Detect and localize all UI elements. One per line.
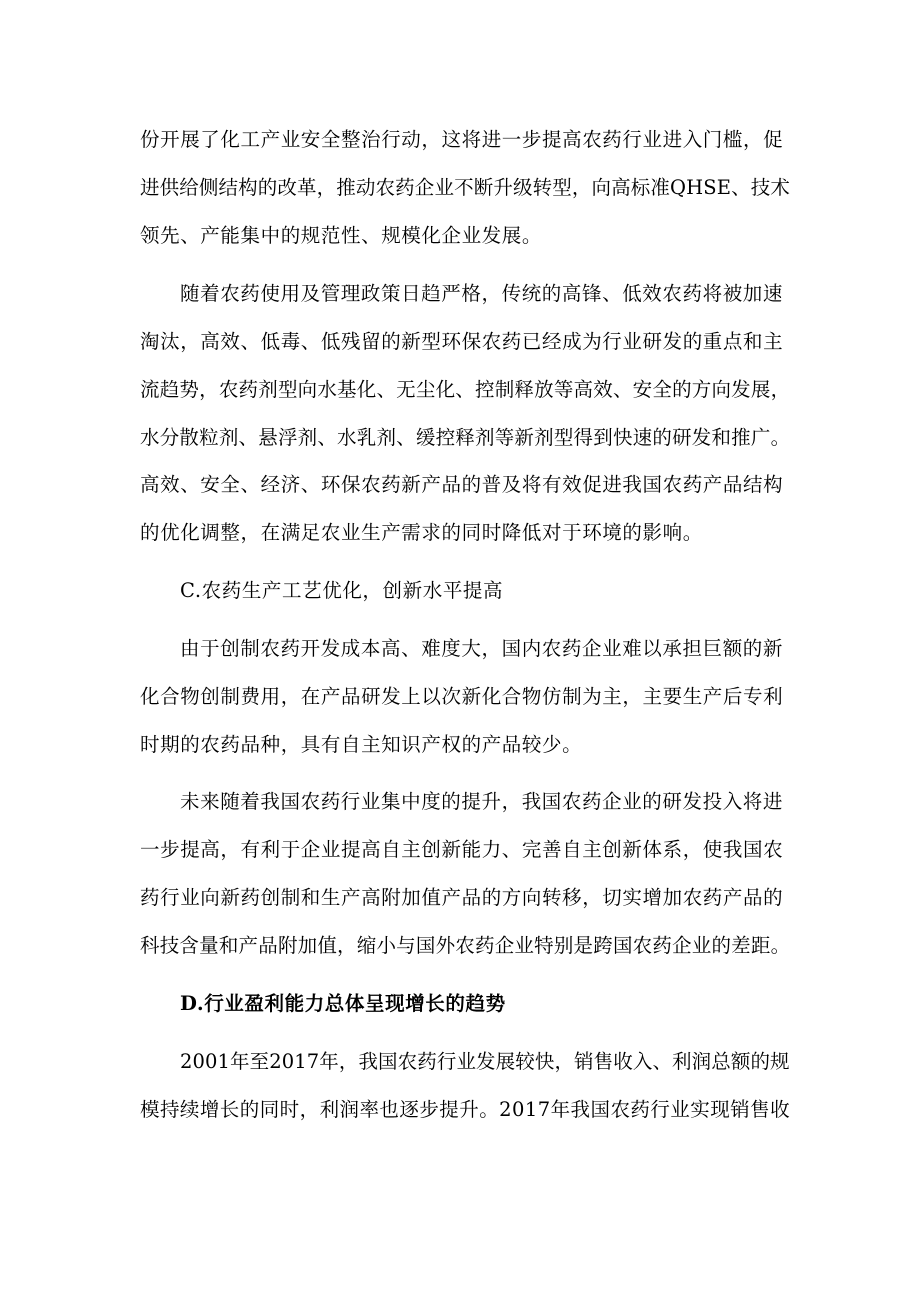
paragraph-3-line-3: 时期的农药品种，具有自主知识产权的产品较少。 xyxy=(140,733,583,756)
paragraph-4-line-3: 药行业向新药创制和生产高附加值产品的方向转移，切实增加农药产品的 xyxy=(140,886,784,909)
paragraph-4-line-1: 未来随着我国农药行业集中度的提升，我国农药企业的研发投入将进 xyxy=(180,790,784,813)
paragraph-2-line-5: 高效、安全、经济、环保农药新产品的普及将有效促进我国农药产品结构 xyxy=(140,473,784,496)
section-heading-d: D.行业盈利能力总体呈现增长的趋势 xyxy=(180,992,506,1015)
section-heading-c: C.农药生产工艺优化，创新水平提高 xyxy=(180,579,504,602)
paragraph-1-line-3: 领先、产能集中的规范性、规模化企业发展。 xyxy=(140,224,543,247)
paragraph-2-line-3: 流趋势，农药剂型向水基化、无尘化、控制释放等高效、安全的方向发展， xyxy=(140,378,791,401)
paragraph-1-line-1: 份开展了化工产业安全整治行动，这将进一步提高农药行业进入门槛，促 xyxy=(140,128,784,151)
paragraph-4-line-2: 一步提高，有利于企业提高自主创新能力、完善自主创新体系，使我国农 xyxy=(140,838,784,861)
paragraph-2-line-6: 的优化调整，在满足农业生产需求的同时降低对于环境的影响。 xyxy=(140,521,703,544)
paragraph-4-line-4: 科技含量和产品附加值，缩小与国外农药企业特别是跨国农药企业的差距。 xyxy=(140,934,791,957)
paragraph-5-line-2: 模持续增长的同时，利润率也逐步提升。2017年我国农药行业实现销售收 xyxy=(140,1098,791,1121)
paragraph-1-line-2: 进供给侧结构的改革，推动农药企业不断升级转型，向高标准QHSE、技术 xyxy=(140,176,790,199)
paragraph-2-line-4: 水分散粒剂、悬浮剂、水乳剂、缓控释剂等新剂型得到快速的研发和推广。 xyxy=(140,426,791,449)
paragraph-3-line-1: 由于创制农药开发成本高、难度大，国内农药企业难以承担巨额的新 xyxy=(180,637,784,660)
paragraph-2-line-1: 随着农药使用及管理政策日趋严格，传统的高锋、低效农药将被加速 xyxy=(180,282,784,305)
paragraph-5-line-1: 2001年至2017年，我国农药行业发展较快，销售收入、利润总额的规 xyxy=(180,1050,790,1073)
paragraph-2-line-2: 淘汰，高效、低毒、低残留的新型环保农药已经成为行业研发的重点和主 xyxy=(140,330,784,353)
paragraph-3-line-2: 化合物创制费用，在产品研发上以次新化合物仿制为主，主要生产后专利 xyxy=(140,685,784,708)
